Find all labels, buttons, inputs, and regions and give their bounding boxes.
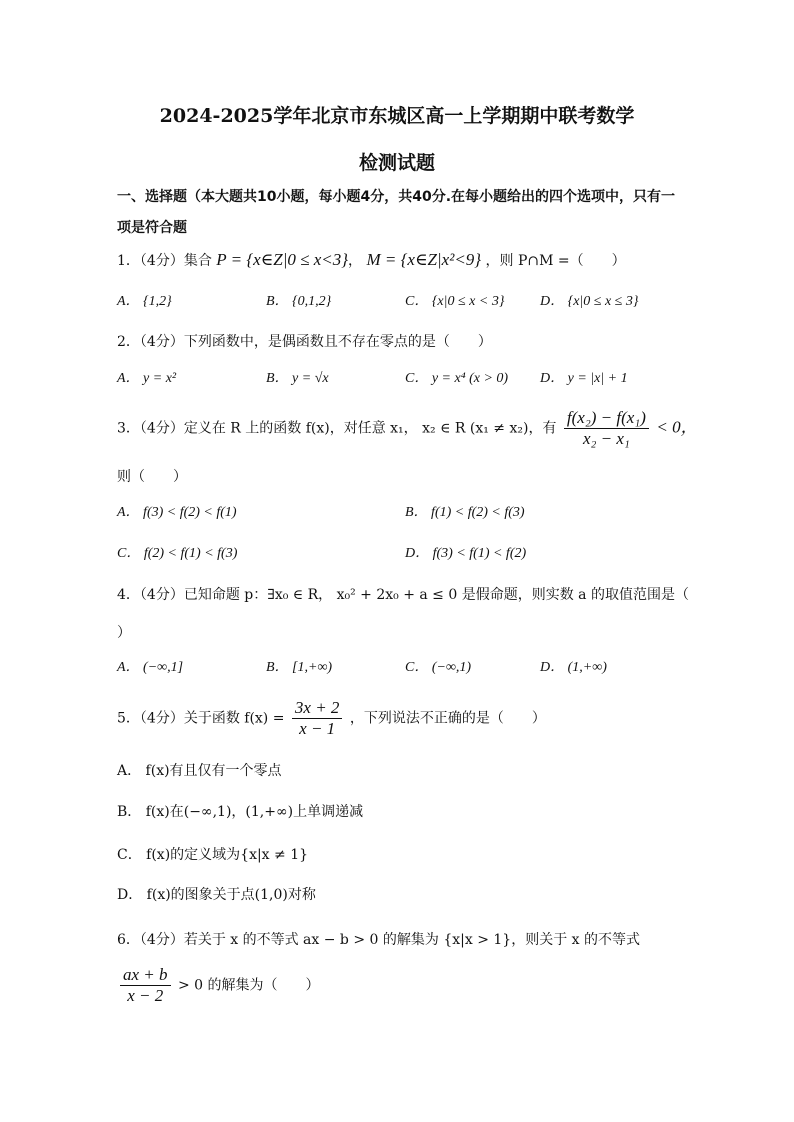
- question-3: [117, 408, 698, 449]
- q1-option-b: B． {0,1,2}: [266, 294, 332, 309]
- q5-option-a: A． f(x)有且仅有一个零点: [117, 763, 282, 779]
- question-2: 2．（4分）下列函数中，是偶函数且不存在零点的是（ ）: [117, 334, 492, 350]
- q4-close: ）: [117, 625, 131, 641]
- q3-then: 则（ ）: [117, 469, 187, 485]
- q6-fraction: [120, 965, 171, 1006]
- q1-tail: ，则 P∩M =（ ）: [485, 253, 626, 269]
- q4-option-b: B． [1,+∞): [266, 660, 333, 675]
- q3-option-d: D． f(3) < f(1) < f(2): [405, 546, 527, 561]
- question-4: 4．（4分）已知命题 p：∃x₀ ∈ R， x₀² + 2x₀ + a ≤ 0 是假命题，则实数 a 的取值范围是（: [117, 587, 689, 603]
- q1-option-d: D． {x|0 ≤ x ≤ 3}: [540, 294, 639, 309]
- question-5: [117, 698, 546, 739]
- q5-fraction: [292, 698, 343, 739]
- q5-option-d: D． f(x)的图象关于点(1,0)对称: [117, 887, 316, 903]
- q1-option-a: A． {1,2}: [117, 294, 172, 309]
- q5-option-b: B． f(x)在(−∞,1)，(1,+∞)上单调递减: [117, 804, 364, 820]
- q1-set-m: M = {x∈Z|x²<9}: [366, 250, 482, 269]
- q3-frac-denominator: x₂ − x₁: [582, 429, 630, 448]
- q2-option-c: C． y = x⁴ (x > 0): [405, 371, 509, 386]
- q5-stem-post: ，下列说法不正确的是（ ）: [349, 710, 546, 727]
- q3-stem: 3．（4分）定义在 R 上的函数 f(x)，对任意 x₁， x₂ ∈ R (x₁ ≠ x₂)，有: [117, 420, 557, 437]
- q3-fraction: [564, 408, 649, 449]
- q5-option-c: C． f(x)的定义域为{x|x ≠ 1}: [117, 847, 309, 863]
- q2-option-b: B． y = √x: [266, 371, 329, 386]
- q3-option-c: C． f(2) < f(1) < f(3): [117, 546, 238, 561]
- q4-option-d: D． (1,+∞): [540, 660, 607, 675]
- question-6: 6．（4分）若关于 x 的不等式 ax − b > 0 的解集为 {x|x > 1}，则关于 x 的不等式: [117, 932, 640, 948]
- q3-frac-numerator: f(x₂) − f(x₁): [564, 408, 649, 429]
- q5-frac-numerator: 3x + 2: [292, 698, 343, 719]
- q2-option-d: D． y = |x| + 1: [540, 371, 628, 386]
- q1-option-c: C． {x|0 ≤ x < 3}: [405, 294, 505, 309]
- q6-frac-numerator: ax + b: [120, 965, 171, 986]
- q2-option-a: A． y = x²: [117, 371, 177, 386]
- question-1: 1．（4分）集合 P = {x∈Z|0 ≤ x<3}， M = {x∈Z|x²<9} ，则 P∩M =（ ）: [117, 250, 626, 269]
- q3-option-b: B． f(1) < f(2) < f(3): [405, 505, 525, 520]
- q3-option-a: A． f(3) < f(2) < f(1): [117, 505, 237, 520]
- q6-fraction-line: [117, 965, 320, 1006]
- q4-option-c: C． (−∞,1): [405, 660, 472, 675]
- q1-stem: 1．（4分）集合: [117, 253, 212, 269]
- section-heading: 一、选择题（本大题共10小题，每小题4分，共40分.在每小题给出的四个选项中，只有一: [117, 189, 676, 205]
- section-heading-cont: 项是符合题: [117, 220, 187, 236]
- document-subtitle: 检测试题: [358, 152, 435, 174]
- q3-frac-tail: < 0，: [656, 417, 698, 437]
- q4-option-a: A． (−∞,1]: [117, 660, 184, 675]
- q1-set-p: P = {x∈Z|0 ≤ x<3}: [216, 250, 349, 269]
- q5-frac-denominator: x − 1: [299, 719, 336, 738]
- q6-frac-denominator: x − 2: [127, 986, 164, 1005]
- q5-stem-pre: 5．（4分）关于函数 f(x) =: [117, 710, 285, 727]
- q6-frac-tail: > 0 的解集为（ ）: [177, 977, 320, 994]
- document-title: 2024-2025学年北京市东城区高一上学期期中联考数学: [159, 105, 635, 127]
